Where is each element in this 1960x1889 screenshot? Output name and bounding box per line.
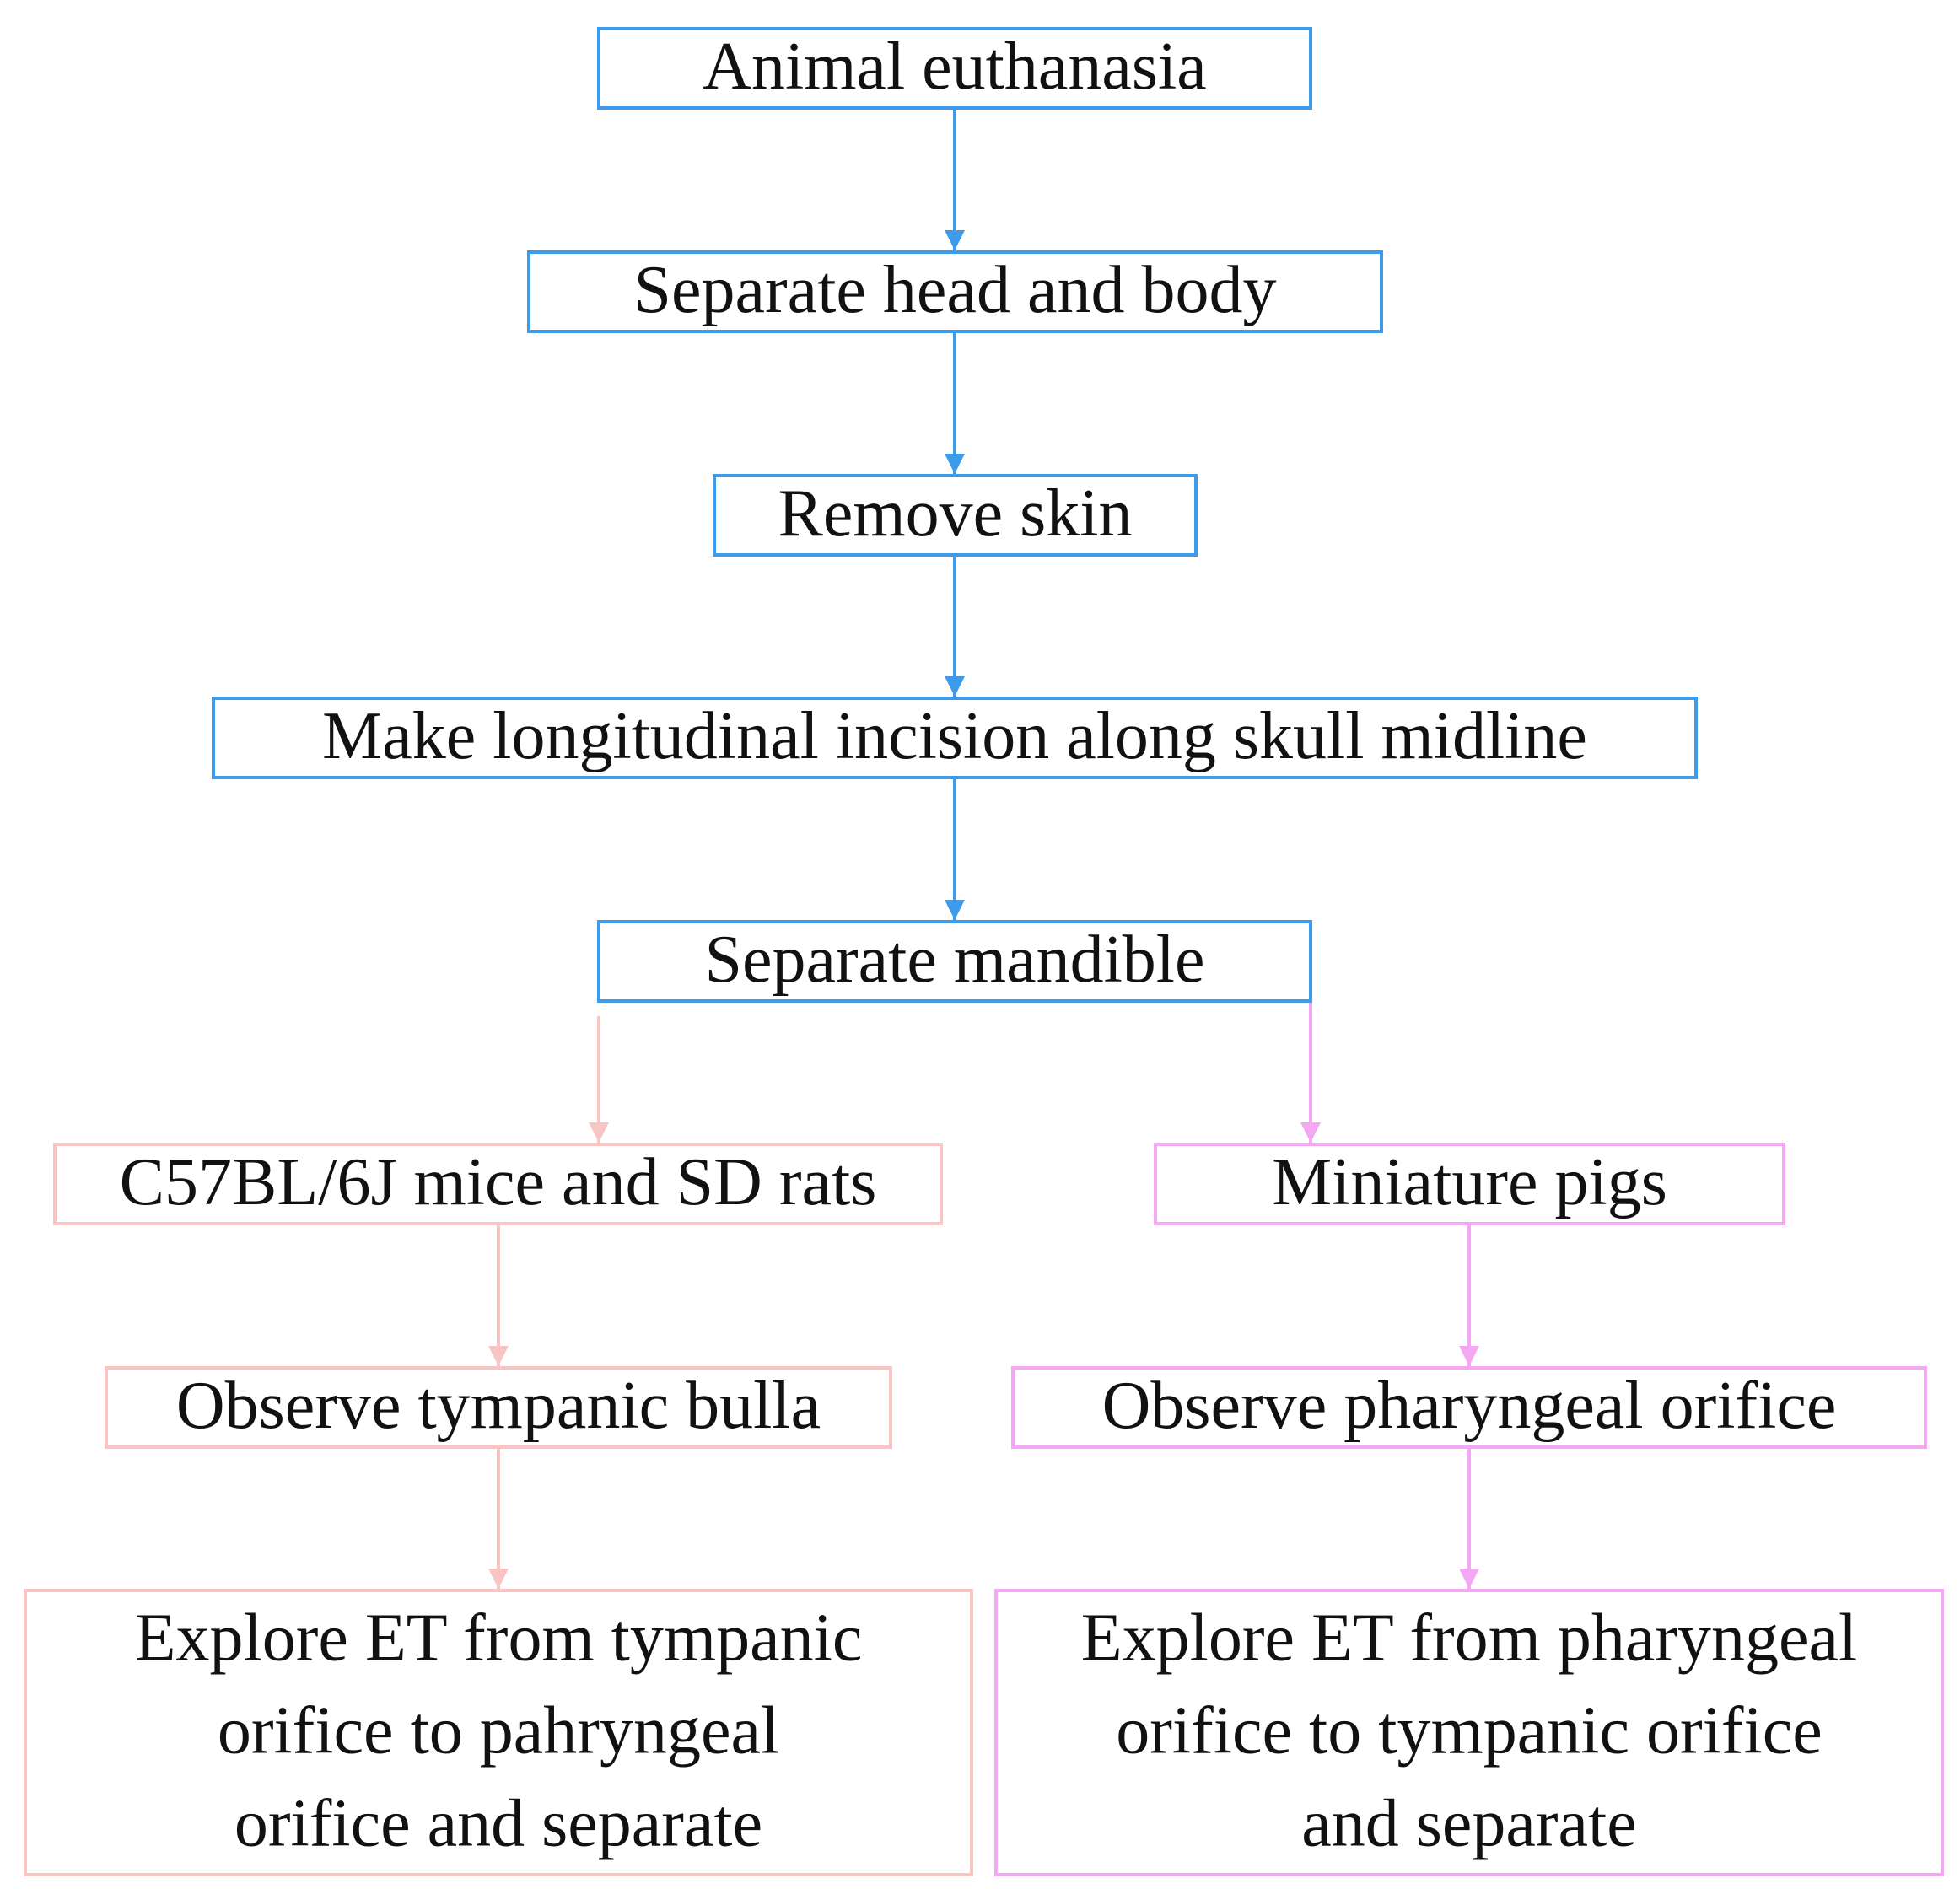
node-label-miniature-pigs: Miniature pigs bbox=[1272, 1145, 1667, 1220]
node-label-observe-tympanic-bulla: Observe tympanic bulla bbox=[175, 1369, 821, 1444]
node-label-separate-mandible: Separate mandible bbox=[704, 923, 1205, 998]
node-explore-et-from-pharyngeal bbox=[996, 1590, 1942, 1875]
node-label-explore-et-from-pharyngeal-line-1: Explore ET from pharyngeal bbox=[1080, 1601, 1858, 1676]
node-label-explore-et-from-tympanic-line-3: orifice and separate bbox=[234, 1786, 763, 1861]
node-remove-skin bbox=[714, 476, 1196, 555]
node-observe-pharyngeal-orifice bbox=[1013, 1368, 1925, 1447]
node-label-animal-euthanasia: Animal euthanasia bbox=[703, 30, 1207, 105]
node-label-observe-pharyngeal-orifice: Observe pharyngeal orifice bbox=[1101, 1369, 1837, 1444]
nodes-layer bbox=[25, 29, 1942, 1875]
node-label-explore-et-from-tympanic-line-2: orifice to pahryngeal bbox=[217, 1693, 780, 1768]
node-separate-head-and-body bbox=[529, 252, 1381, 331]
node-miniature-pigs bbox=[1155, 1144, 1784, 1224]
node-explore-et-from-tympanic bbox=[25, 1590, 972, 1875]
node-label-mice-and-rats: C57BL/6J mice and SD rats bbox=[119, 1145, 877, 1220]
node-label-explore-et-from-tympanic-line-1: Explore ET from tympanic bbox=[134, 1601, 863, 1676]
node-label-make-longitudinal-incision: Make longitudinal incision along skull midline bbox=[322, 699, 1587, 774]
node-make-longitudinal-incision bbox=[213, 698, 1696, 778]
node-label-explore-et-from-pharyngeal-line-3: and separate bbox=[1301, 1786, 1637, 1861]
node-label-separate-head-and-body: Separate head and body bbox=[633, 253, 1277, 328]
node-observe-tympanic-bulla bbox=[106, 1368, 891, 1447]
node-separate-mandible bbox=[599, 922, 1311, 1001]
node-mice-and-rats bbox=[55, 1144, 941, 1224]
node-label-explore-et-from-pharyngeal-line-2: orifice to tympanic orifice bbox=[1116, 1693, 1823, 1768]
node-label-remove-skin: Remove skin bbox=[778, 476, 1133, 552]
node-animal-euthanasia bbox=[599, 29, 1311, 108]
